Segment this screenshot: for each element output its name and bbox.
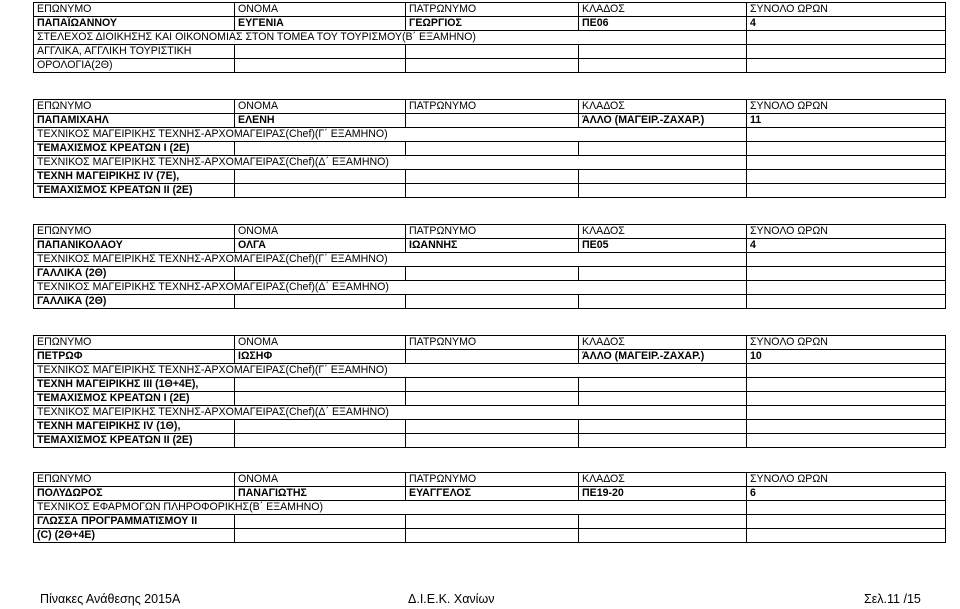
empty-cell (579, 170, 747, 184)
program-row (34, 406, 946, 420)
empty-cell (747, 515, 946, 529)
program-row (34, 501, 946, 515)
header-row (34, 473, 946, 487)
column-header: ΠΑΤΡΩΝΥΜΟ (406, 225, 579, 239)
first-name-cell: ΕΛΕΝΗ (235, 114, 406, 128)
empty-cell (579, 529, 747, 543)
specialty-cell: ΆΛΛΟ (ΜΑΓΕΙΡ.-ΖΑΧΑΡ.) (579, 350, 747, 364)
program-row (34, 253, 946, 267)
course-row (34, 170, 946, 184)
teacher-row (34, 487, 946, 501)
teacher-row (34, 114, 946, 128)
total-hours-cell: 4 (747, 239, 946, 253)
father-name-cell: ΙΩΑΝΝΗΣ (406, 239, 579, 253)
course-name: ΓΛΩΣΣΑ ΠΡΟΓΡΑΜΜΑΤΙΣΜΟΥ ΙΙ (34, 515, 235, 529)
course-row (34, 295, 946, 309)
empty-cell (406, 267, 579, 281)
course-row (34, 45, 946, 59)
surname-cell: ΠΑΠΑΪΩΑΝΝΟΥ (34, 17, 235, 31)
course-row (34, 378, 946, 392)
empty-cell (747, 170, 946, 184)
empty-cell (579, 392, 747, 406)
specialty-cell: ΠΕ05 (579, 239, 747, 253)
empty-cell (747, 184, 946, 198)
empty-cell (747, 142, 946, 156)
page-footer (0, 591, 960, 609)
course-row (34, 420, 946, 434)
empty-cell (747, 364, 946, 378)
course-row (34, 142, 946, 156)
header-row (34, 3, 946, 17)
column-header: ΕΠΩΝΥΜΟ (34, 473, 235, 487)
empty-cell (235, 515, 406, 529)
column-header: ΟΝΟΜΑ (235, 3, 406, 17)
empty-cell (747, 529, 946, 543)
father-name-cell (406, 350, 579, 364)
teacher-table (33, 472, 946, 543)
empty-cell (579, 142, 747, 156)
empty-cell (747, 501, 946, 515)
column-header: ΟΝΟΜΑ (235, 336, 406, 350)
total-hours-cell: 4 (747, 17, 946, 31)
footer-page-number: Σελ.11 /15 (864, 592, 921, 606)
father-name-cell (406, 114, 579, 128)
column-header: ΠΑΤΡΩΝΥΜΟ (406, 336, 579, 350)
column-header: ΟΝΟΜΑ (235, 473, 406, 487)
course-name: (C) (2Θ+4Ε) (34, 529, 235, 543)
header-row (34, 100, 946, 114)
course-name: ΤΕΧΝΗ ΜΑΓΕΙΡΙΚΗΣ IV (7Ε), (34, 170, 235, 184)
empty-cell (235, 170, 406, 184)
program-name: ΤΕΧΝΙΚΟΣ ΕΦΑΡΜΟΓΩΝ ΠΛΗΡΟΦΟΡΙΚΗΣ(Β΄ ΕΞΑΜΗΝΟ) (34, 501, 747, 515)
surname-cell: ΠΟΛΥΔΩΡΟΣ (34, 487, 235, 501)
column-header: ΣΥΝΟΛΟ ΩΡΩΝ (747, 100, 946, 114)
program-name: ΣΤΕΛΕΧΟΣ ΔΙΟΙΚΗΣΗΣ ΚΑΙ ΟΙΚΟΝΟΜΙΑΣ ΣΤΟΝ ΤΟΜΕΑ ΤΟΥ ΤΟΥΡΙΣΜΟΥ(Β΄ ΕΞΑΜΗΝΟ) (34, 31, 747, 45)
empty-cell (579, 59, 747, 73)
specialty-cell: ΠΕ06 (579, 17, 747, 31)
empty-cell (406, 392, 579, 406)
column-header: ΕΠΩΝΥΜΟ (34, 100, 235, 114)
column-header: ΣΥΝΟΛΟ ΩΡΩΝ (747, 473, 946, 487)
teacher-table (33, 224, 946, 309)
column-header: ΕΠΩΝΥΜΟ (34, 225, 235, 239)
empty-cell (235, 142, 406, 156)
column-header: ΣΥΝΟΛΟ ΩΡΩΝ (747, 3, 946, 17)
empty-cell (235, 378, 406, 392)
footer-center: Δ.Ι.Ε.Κ. Χανίων (408, 592, 495, 606)
empty-cell (235, 529, 406, 543)
course-row (34, 515, 946, 529)
column-header: ΠΑΤΡΩΝΥΜΟ (406, 100, 579, 114)
footer-left: Πίνακες Ανάθεσης 2015Α (40, 592, 181, 606)
surname-cell: ΠΕΤΡΩΦ (34, 350, 235, 364)
empty-cell (747, 31, 946, 45)
program-name: ΤΕΧΝΙΚΟΣ ΜΑΓΕΙΡΙΚΗΣ ΤΕΧΝΗΣ-ΑΡΧΟΜΑΓΕΙΡΑΣ(Chef)(Δ΄ ΕΞΑΜΗΝΟ) (34, 156, 747, 170)
empty-cell (747, 156, 946, 170)
total-hours-cell: 6 (747, 487, 946, 501)
empty-cell (235, 420, 406, 434)
empty-cell (235, 434, 406, 448)
program-name: ΤΕΧΝΙΚΟΣ ΜΑΓΕΙΡΙΚΗΣ ΤΕΧΝΗΣ-ΑΡΧΟΜΑΓΕΙΡΑΣ(Chef)(Γ΄ ΕΞΑΜΗΝΟ) (34, 128, 747, 142)
empty-cell (235, 267, 406, 281)
empty-cell (747, 434, 946, 448)
column-header: ΕΠΩΝΥΜΟ (34, 3, 235, 17)
specialty-cell: ΠΕ19-20 (579, 487, 747, 501)
empty-cell (747, 267, 946, 281)
course-row (34, 59, 946, 73)
header-row (34, 225, 946, 239)
course-row (34, 267, 946, 281)
program-row (34, 156, 946, 170)
column-header: ΣΥΝΟΛΟ ΩΡΩΝ (747, 225, 946, 239)
column-header: ΚΛΑΔΟΣ (579, 225, 747, 239)
program-name: ΤΕΧΝΙΚΟΣ ΜΑΓΕΙΡΙΚΗΣ ΤΕΧΝΗΣ-ΑΡΧΟΜΑΓΕΙΡΑΣ(Chef)(Γ΄ ΕΞΑΜΗΝΟ) (34, 364, 747, 378)
empty-cell (747, 253, 946, 267)
empty-cell (406, 529, 579, 543)
course-row (34, 434, 946, 448)
course-row (34, 392, 946, 406)
header-row (34, 336, 946, 350)
empty-cell (406, 170, 579, 184)
father-name-cell: ΓΕΩΡΓΙΟΣ (406, 17, 579, 31)
course-name: ΟΡΟΛΟΓΙΑ(2Θ) (34, 59, 235, 73)
empty-cell (579, 420, 747, 434)
program-name: ΤΕΧΝΙΚΟΣ ΜΑΓΕΙΡΙΚΗΣ ΤΕΧΝΗΣ-ΑΡΧΟΜΑΓΕΙΡΑΣ(Chef)(Δ΄ ΕΞΑΜΗΝΟ) (34, 406, 747, 420)
empty-cell (235, 392, 406, 406)
course-name: ΤΕΧΝΗ ΜΑΓΕΙΡΙΚΗΣ IV (1Θ), (34, 420, 235, 434)
empty-cell (406, 378, 579, 392)
course-row (34, 529, 946, 543)
course-name: ΑΓΓΛΙΚΑ, ΑΓΓΛΙΚΗ ΤΟΥΡΙΣΤΙΚΗ (34, 45, 235, 59)
teacher-block (33, 99, 945, 198)
teacher-block (33, 224, 945, 309)
teacher-table (33, 2, 946, 73)
course-name: ΤΕΧΝΗ ΜΑΓΕΙΡΙΚΗΣ ΙΙΙ (1Θ+4Ε), (34, 378, 235, 392)
empty-cell (747, 45, 946, 59)
empty-cell (406, 420, 579, 434)
course-name: ΤΕΜΑΧΙΣΜΟΣ ΚΡΕΑΤΩΝ Ι (2Ε) (34, 392, 235, 406)
empty-cell (406, 434, 579, 448)
course-name: ΤΕΜΑΧΙΣΜΟΣ ΚΡΕΑΤΩΝ Ι (2Ε) (34, 142, 235, 156)
empty-cell (747, 420, 946, 434)
empty-cell (406, 184, 579, 198)
empty-cell (406, 515, 579, 529)
first-name-cell: ΠΑΝΑΓΙΩΤΗΣ (235, 487, 406, 501)
empty-cell (579, 184, 747, 198)
teacher-block (33, 2, 945, 73)
specialty-cell: ΆΛΛΟ (ΜΑΓΕΙΡ.-ΖΑΧΑΡ.) (579, 114, 747, 128)
course-name: ΤΕΜΑΧΙΣΜΟΣ ΚΡΕΑΤΩΝ ΙΙ (2Ε) (34, 184, 235, 198)
empty-cell (406, 142, 579, 156)
father-name-cell: ΕΥΑΓΓΕΛΟΣ (406, 487, 579, 501)
empty-cell (579, 45, 747, 59)
total-hours-cell: 11 (747, 114, 946, 128)
empty-cell (747, 59, 946, 73)
teacher-table (33, 335, 946, 448)
surname-cell: ΠΑΠΑΜΙΧΑΗΛ (34, 114, 235, 128)
empty-cell (579, 267, 747, 281)
course-name: ΤΕΜΑΧΙΣΜΟΣ ΚΡΕΑΤΩΝ ΙΙ (2Ε) (34, 434, 235, 448)
program-row (34, 281, 946, 295)
first-name-cell: ΕΥΓΕΝΙΑ (235, 17, 406, 31)
column-header: ΚΛΑΔΟΣ (579, 336, 747, 350)
program-row (34, 364, 946, 378)
empty-cell (747, 281, 946, 295)
empty-cell (747, 392, 946, 406)
column-header: ΚΛΑΔΟΣ (579, 3, 747, 17)
first-name-cell: ΟΛΓΑ (235, 239, 406, 253)
empty-cell (235, 45, 406, 59)
empty-cell (747, 128, 946, 142)
program-name: ΤΕΧΝΙΚΟΣ ΜΑΓΕΙΡΙΚΗΣ ΤΕΧΝΗΣ-ΑΡΧΟΜΑΓΕΙΡΑΣ(Chef)(Δ΄ ΕΞΑΜΗΝΟ) (34, 281, 747, 295)
program-row (34, 31, 946, 45)
empty-cell (579, 515, 747, 529)
course-name: ΓΑΛΛΙΚΑ (2Θ) (34, 295, 235, 309)
empty-cell (747, 378, 946, 392)
column-header: ΠΑΤΡΩΝΥΜΟ (406, 473, 579, 487)
empty-cell (747, 295, 946, 309)
empty-cell (235, 59, 406, 73)
course-row (34, 184, 946, 198)
teacher-block (33, 472, 945, 543)
course-name: ΓΑΛΛΙΚΑ (2Θ) (34, 267, 235, 281)
teacher-block (33, 335, 945, 448)
empty-cell (235, 295, 406, 309)
surname-cell: ΠΑΠΑΝΙΚΟΛΑΟΥ (34, 239, 235, 253)
empty-cell (406, 295, 579, 309)
empty-cell (747, 406, 946, 420)
program-name: ΤΕΧΝΙΚΟΣ ΜΑΓΕΙΡΙΚΗΣ ΤΕΧΝΗΣ-ΑΡΧΟΜΑΓΕΙΡΑΣ(Chef)(Γ΄ ΕΞΑΜΗΝΟ) (34, 253, 747, 267)
column-header: ΣΥΝΟΛΟ ΩΡΩΝ (747, 336, 946, 350)
teacher-row (34, 350, 946, 364)
empty-cell (579, 378, 747, 392)
empty-cell (579, 434, 747, 448)
teacher-table (33, 99, 946, 198)
program-row (34, 128, 946, 142)
total-hours-cell: 10 (747, 350, 946, 364)
empty-cell (235, 184, 406, 198)
teacher-row (34, 17, 946, 31)
teacher-row (34, 239, 946, 253)
column-header: ΚΛΑΔΟΣ (579, 473, 747, 487)
empty-cell (579, 295, 747, 309)
column-header: ΟΝΟΜΑ (235, 100, 406, 114)
empty-cell (406, 59, 579, 73)
column-header: ΟΝΟΜΑ (235, 225, 406, 239)
empty-cell (406, 45, 579, 59)
column-header: ΠΑΤΡΩΝΥΜΟ (406, 3, 579, 17)
first-name-cell: ΙΩΣΗΦ (235, 350, 406, 364)
column-header: ΕΠΩΝΥΜΟ (34, 336, 235, 350)
column-header: ΚΛΑΔΟΣ (579, 100, 747, 114)
